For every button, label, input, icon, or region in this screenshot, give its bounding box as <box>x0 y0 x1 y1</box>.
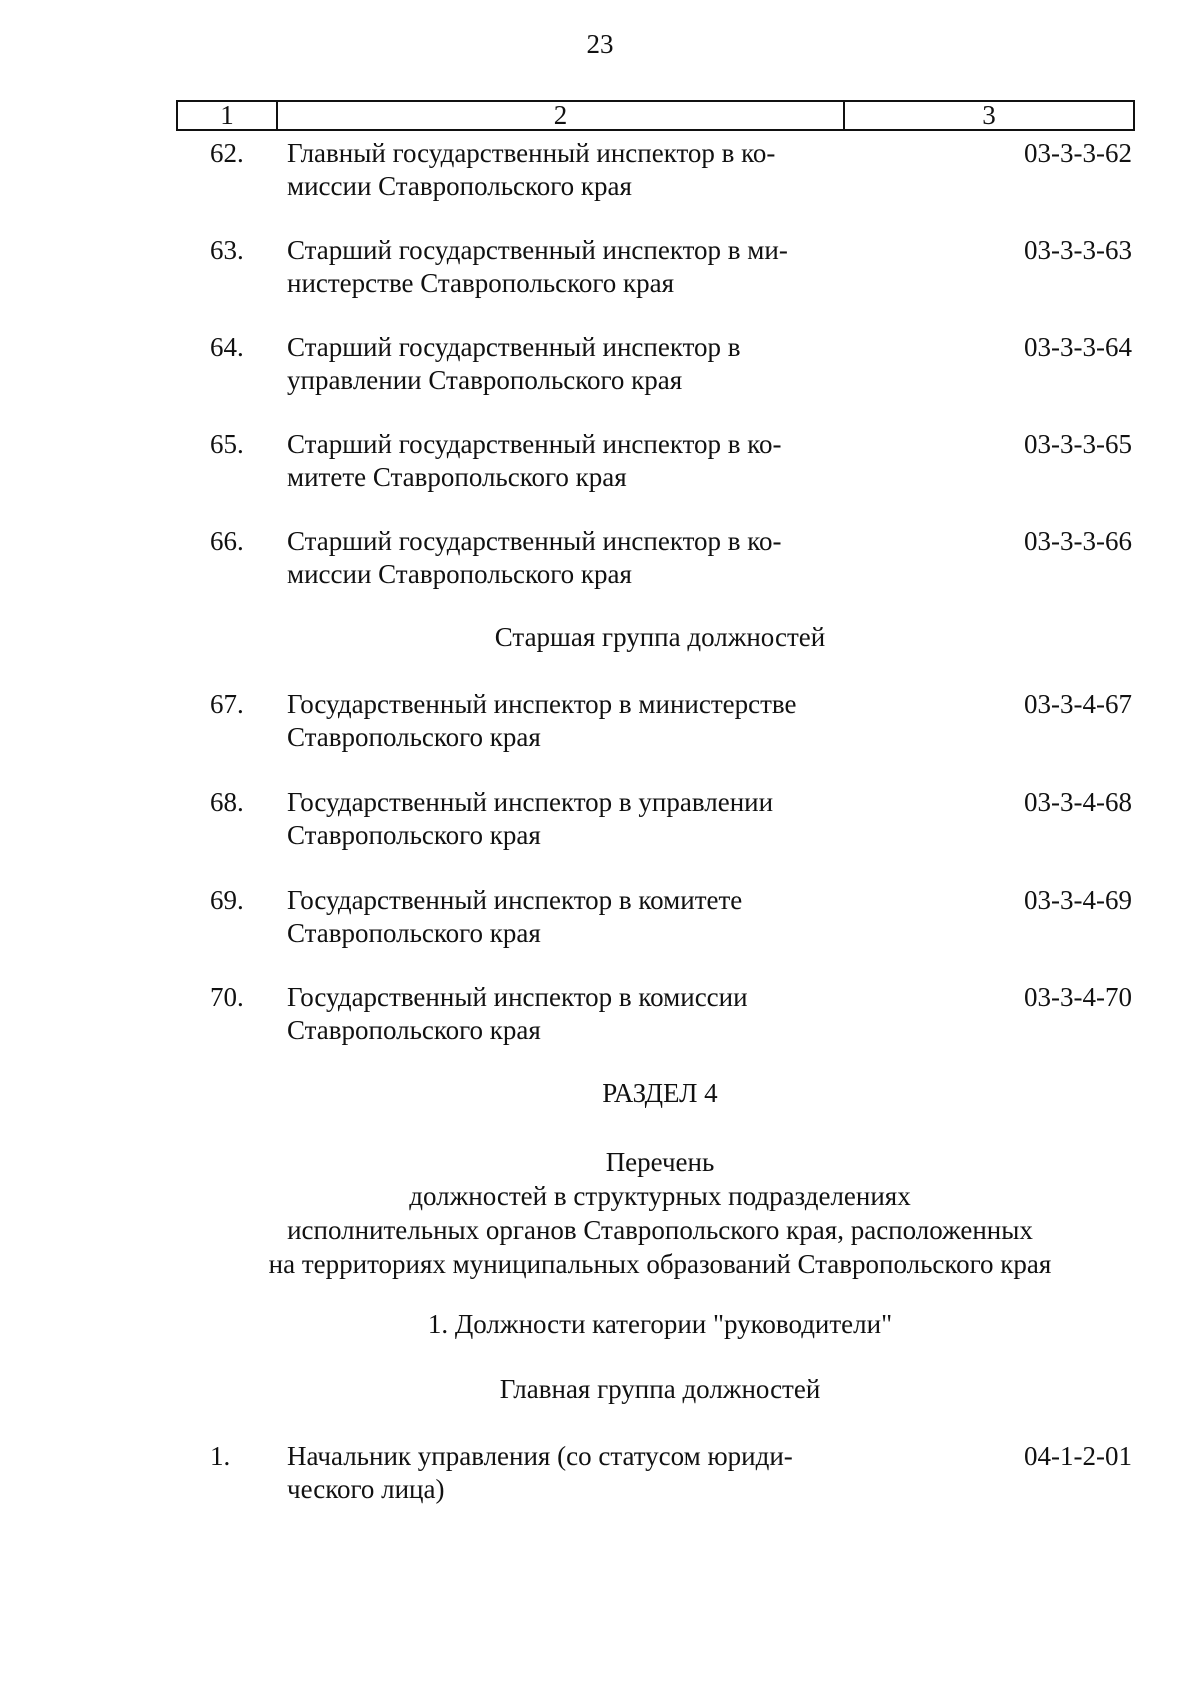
row-number: 64. <box>210 332 244 362</box>
table-row <box>0 234 1200 304</box>
position-name: Старший государственный инспектор в ми- нистерстве Ставропольского края <box>287 235 788 298</box>
page-number: 23 <box>586 29 614 59</box>
table-row <box>0 884 1200 954</box>
position-name: Государственный инспектор в комиссии Ставропольского края <box>287 982 748 1045</box>
section-heading-line: должностей в структурных подразделениях <box>409 1181 911 1211</box>
row-number: 65. <box>210 429 244 459</box>
table-row <box>0 428 1200 498</box>
position-code: 03-3-4-68 <box>1024 787 1132 817</box>
row-number: 66. <box>210 526 244 556</box>
section-heading <box>0 1145 1200 1281</box>
position-name: Старший государственный инспектор в ко- митете Ставропольского края <box>287 429 782 492</box>
column-header-3: 3 <box>982 100 996 130</box>
section-heading-line: исполнительных органов Ставропольского края, расположенных <box>287 1215 1033 1245</box>
position-code: 03-3-3-65 <box>1024 429 1132 459</box>
row-number: 69. <box>210 885 244 915</box>
position-code: 03-3-3-62 <box>1024 138 1132 168</box>
position-code: 03-3-3-64 <box>1024 332 1132 362</box>
position-name: Главный государственный инспектор в ко- миссии Ставропольского края <box>287 138 776 201</box>
row-number: 62. <box>210 138 244 168</box>
position-code: 03-3-4-69 <box>1024 885 1132 915</box>
position-name: Старший государственный инспектор в управлении Ставропольского края <box>287 332 741 395</box>
position-name: Государственный инспектор в управлении Ставропольского края <box>287 787 774 850</box>
position-name: Старший государственный инспектор в ко- миссии Ставропольского края <box>287 526 782 589</box>
category-heading: 1. Должности категории "руководители" <box>427 1309 893 1339</box>
row-number: 63. <box>210 235 244 265</box>
table-row <box>0 525 1200 595</box>
section-heading-line: на территориях муниципальных образований Ставропольского края <box>268 1249 1052 1279</box>
table-row <box>0 331 1200 401</box>
position-name: Государственный инспектор в комитете Ставропольского края <box>287 885 743 948</box>
column-header-1: 1 <box>220 100 234 130</box>
table-row <box>0 981 1200 1051</box>
position-name: Государственный инспектор в министерстве Ставропольского края <box>287 689 797 752</box>
table-header <box>176 100 1135 131</box>
table-row <box>0 137 1200 207</box>
group-heading-main: Главная группа должностей <box>499 1374 821 1404</box>
row-number: 67. <box>210 689 244 719</box>
group-heading-senior: Старшая группа должностей <box>494 622 826 652</box>
position-code: 03-3-4-67 <box>1024 689 1132 719</box>
section-title: РАЗДЕЛ 4 <box>602 1078 718 1108</box>
position-code: 04-1-2-01 <box>1024 1441 1132 1471</box>
row-number: 1. <box>210 1441 231 1471</box>
position-name: Начальник управления (со статусом юриди- ческого лица) <box>287 1441 793 1504</box>
table-row <box>0 688 1200 758</box>
position-code: 03-3-3-66 <box>1024 526 1132 556</box>
section-heading-line: Перечень <box>605 1147 715 1177</box>
position-code: 03-3-3-63 <box>1024 235 1132 265</box>
table-row <box>0 786 1200 856</box>
row-number: 70. <box>210 982 244 1012</box>
position-code: 03-3-4-70 <box>1024 982 1132 1012</box>
column-header-2: 2 <box>553 100 568 130</box>
table-row <box>0 1440 1200 1510</box>
row-number: 68. <box>210 787 244 817</box>
